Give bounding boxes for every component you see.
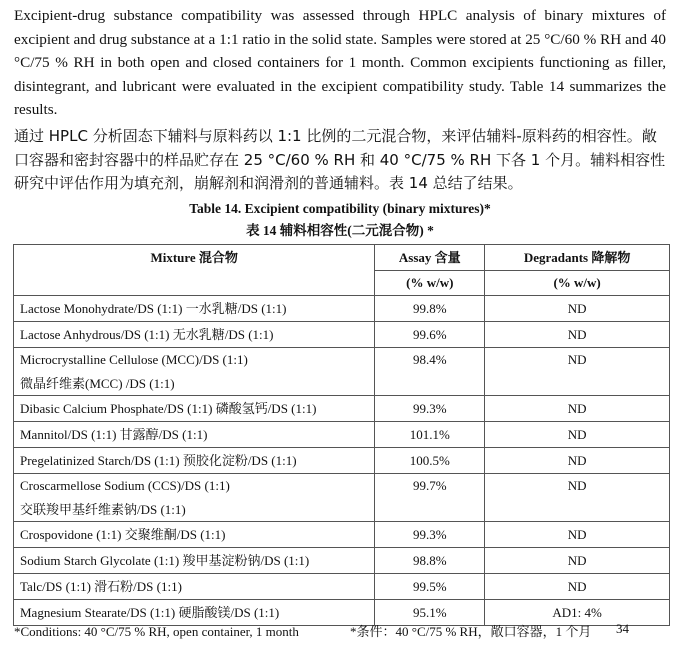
intro-paragraph-english: Excipient-drug substance compatibility was assessed through HPLC analysis of binary mixtures of excipient and drug substance at a 1:1 ratio in the solid state. Samples were stored at 25 °C/60 % RH and 40 °C/75 % RH in both open and closed containers for 1 month. Common excipients functioning as filler, disintegrant, and lubricant were evaluated in the excipient compatibility study. Table 14 summarizes the results. [14, 7, 666, 118]
cell-assay: 100.5% [375, 448, 485, 474]
cell-assay: 99.5% [375, 574, 485, 600]
header-degradants: Degradants 降解物 [485, 245, 670, 271]
cell-mixture-zh: 交联羧甲基纤维素钠/DS (1:1) [20, 501, 186, 517]
cell-degradants: ND [485, 322, 670, 348]
footnote-chinese: *条件：40 °C/75 % RH，敞口容器，1 个月 [350, 624, 592, 639]
cell-degradants: ND [485, 574, 670, 600]
cell-mixture [14, 348, 375, 396]
cell-degradants: ND [485, 448, 670, 474]
cell-mixture [14, 474, 375, 522]
cell-degradants: ND [485, 522, 670, 548]
cell-degradants: AD1: 4% [485, 600, 670, 626]
table-row [14, 448, 670, 474]
cell-mixture: Crospovidone (1:1) 交聚维酮/DS (1:1) [14, 522, 375, 548]
cell-assay: 99.8% [375, 296, 485, 322]
cell-assay: 101.1% [375, 422, 485, 448]
table-row [14, 396, 670, 422]
cell-assay: 99.3% [375, 522, 485, 548]
cell-mixture: Talc/DS (1:1) 滑石粉/DS (1:1) [14, 574, 375, 600]
intro-paragraph-chinese: 通过 HPLC 分析固态下辅料与原料药以 1:1 比例的二元混合物，来评估辅料-原料药的相容性。敞口容器和密封容器中的样品贮存在 25 °C/60 % RH 和 40 °C/75 % RH 下各 1 个月。辅料相容性研究中评估作用为填充剂，崩解剂和润滑剂的普通辅料。表 14 总结了结果。 [14, 127, 666, 192]
table-row [14, 422, 670, 448]
header-assay-unit: (% w/w) [375, 271, 485, 296]
cell-mixture-zh: 微晶纤维素(MCC) /DS (1:1) [20, 375, 175, 391]
compatibility-table [13, 244, 670, 626]
cell-mixture: Dibasic Calcium Phosphate/DS (1:1) 磷酸氢钙/DS (1:1) [14, 396, 375, 422]
table-row [14, 574, 670, 600]
table-row [14, 548, 670, 574]
table-caption-english: Table 14. Excipient compatibility (binary mixtures)* [189, 201, 491, 216]
cell-mixture: Pregelatinized Starch/DS (1:1) 预胶化淀粉/DS (1:1) [14, 448, 375, 474]
table-header-row [14, 245, 670, 271]
cell-mixture: Lactose Monohydrate/DS (1:1) 一水乳糖/DS (1:1) [14, 296, 375, 322]
cell-assay: 95.1% [375, 600, 485, 626]
page-number: 34 [616, 621, 629, 636]
cell-assay: 98.4% [375, 348, 485, 396]
cell-mixture-en: Microcrystalline Cellulose (MCC)/DS (1:1) [20, 352, 248, 367]
table-row [14, 522, 670, 548]
cell-degradants: ND [485, 396, 670, 422]
cell-degradants: ND [485, 348, 670, 396]
table-caption-chinese: 表 14 辅料相容性(二元混合物) * [246, 223, 434, 238]
cell-mixture: Magnesium Stearate/DS (1:1) 硬脂酸镁/DS (1:1) [14, 600, 375, 626]
cell-degradants: ND [485, 474, 670, 522]
cell-assay: 98.8% [375, 548, 485, 574]
footnote-english: *Conditions: 40 °C/75 % RH, open container, 1 month [14, 624, 299, 639]
cell-degradants: ND [485, 296, 670, 322]
table-row [14, 322, 670, 348]
cell-mixture-en: Croscarmellose Sodium (CCS)/DS (1:1) [20, 478, 230, 493]
cell-mixture: Sodium Starch Glycolate (1:1) 羧甲基淀粉钠/DS (1:1) [14, 548, 375, 574]
header-mixture: Mixture 混合物 [14, 245, 375, 296]
table-row [14, 474, 670, 522]
cell-mixture: Mannitol/DS (1:1) 甘露醇/DS (1:1) [14, 422, 375, 448]
cell-degradants: ND [485, 422, 670, 448]
cell-degradants: ND [485, 548, 670, 574]
cell-assay: 99.6% [375, 322, 485, 348]
table-row [14, 600, 670, 626]
table-row [14, 296, 670, 322]
header-assay: Assay 含量 [375, 245, 485, 271]
table-row [14, 348, 670, 396]
cell-assay: 99.7% [375, 474, 485, 522]
cell-assay: 99.3% [375, 396, 485, 422]
header-degradants-unit: (% w/w) [485, 271, 670, 296]
cell-mixture: Lactose Anhydrous/DS (1:1) 无水乳糖/DS (1:1) [14, 322, 375, 348]
